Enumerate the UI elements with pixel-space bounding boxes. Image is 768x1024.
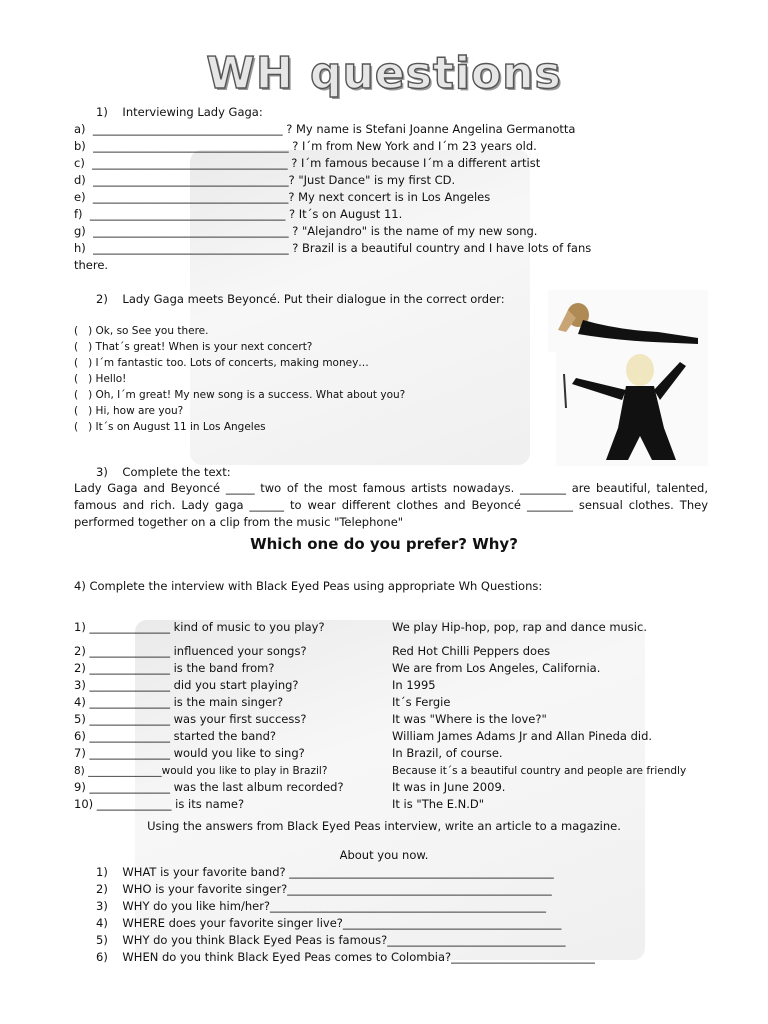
table-row (74, 745, 503, 761)
list-item: ( ) Oh, I´m great! My new song is a success. What about you? (74, 389, 406, 401)
answer-cell: Because it´s a beautiful country and people are friendly (392, 765, 687, 777)
question-cell: 1) ______________ kind of music to you play? (74, 620, 325, 634)
section5-heading: About you now. (339, 848, 429, 862)
lady-gaga-figure-icon (556, 348, 708, 466)
answer-cell: In Brazil, of course. (392, 746, 503, 760)
question-cell: 5) ______________ was your first success? (74, 712, 307, 726)
answer-cell: William James Adams Jr and Allan Pineda did. (392, 729, 653, 743)
question-cell: 4) ______________ is the main singer? (74, 695, 284, 709)
question-cell: 9) ______________ was the last album recorded? (74, 780, 344, 794)
list-item: 3) WHY do you like him/her?________________________________________________ (96, 899, 547, 913)
list-item: f) __________________________________ ? It´s on August 11. (74, 207, 403, 221)
list-item: 6) WHEN do you think Black Eyed Peas comes to Colombia?_________________________ (96, 950, 595, 964)
section2-heading: 2) Lady Gaga meets Beyoncé. Put their dialogue in the correct order: (96, 292, 505, 306)
list-item: a) _________________________________ ? My name is Stefani Joanne Angelina Germanotta (74, 122, 576, 136)
list-item: ( ) Hi, how are you? (74, 405, 184, 417)
list-item: h) __________________________________ ? Brazil is a beautiful country and I have lots of fans (74, 241, 592, 255)
section3-paragraph: Lady Gaga and Beyoncé _____ two of the most famous artists nowadays. ________ are beautiful, talented, famous and rich. Lady gaga ______ to wear different clothes and Beyoncé ________ sensual clothes. They performed together on a clip from the music "Telephone" (74, 481, 708, 529)
question-cell: 2) ______________ is the band from? (74, 661, 275, 675)
table-row (74, 711, 547, 727)
list-item: g) __________________________________ ? "Alejandro" is the name of my new song. (74, 224, 538, 238)
question-cell: 8) ______________would you like to play in Brazil? (74, 765, 328, 777)
list-item: 4) WHERE does your favorite singer live?______________________________________ (96, 916, 562, 930)
list-item: 5) WHY do you think Black Eyed Peas is famous?_______________________________ (96, 933, 566, 947)
list-item: ( ) It´s on August 11 in Los Angeles (74, 421, 266, 433)
list-item: c) __________________________________ ? I´m famous because I´m a different artist (74, 156, 541, 170)
section4-heading: 4) Complete the interview with Black Eyed Peas using appropriate Wh Questions: (74, 579, 543, 593)
answer-cell: We play Hip-hop, pop, rap and dance music. (392, 620, 647, 634)
list-item: e) __________________________________? My next concert is in Los Angeles (74, 190, 491, 204)
answer-cell: We are from Los Angeles, California. (392, 661, 601, 675)
list-item: d) __________________________________? "Just Dance" is my first CD. (74, 173, 456, 187)
answer-cell: It was "Where is the love?" (392, 712, 547, 726)
question-cell: 7) ______________ would you like to sing? (74, 746, 305, 760)
table-row (74, 779, 506, 795)
answer-cell: Red Hot Chilli Peppers does (392, 644, 551, 658)
table-row (74, 619, 647, 635)
list-item: 1) WHAT is your favorite band? ______________________________________________ (96, 865, 554, 879)
question-cell: 2) ______________ influenced your songs? (74, 644, 307, 658)
table-row (74, 762, 687, 779)
list-item: ( ) That´s great! When is your next concert? (74, 341, 313, 353)
section3-heading: 3) Complete the text: (96, 465, 231, 479)
list-item-continuation: there. (74, 258, 109, 272)
table-row (74, 694, 451, 710)
question-cell: 10) _____________ is its name? (74, 797, 245, 811)
section4-instruction: Using the answers from Black Eyed Peas interview, write an article to a magazine. (147, 819, 621, 833)
section1-heading: 1) Interviewing Lady Gaga: (96, 105, 263, 119)
table-row (74, 796, 485, 812)
answer-cell: It´s Fergie (392, 695, 451, 709)
table-row (74, 660, 601, 676)
photo-beyonce (548, 290, 708, 352)
answer-cell: It was in June 2009. (392, 780, 506, 794)
list-item: ( ) I´m fantastic too. Lots of concerts, making money… (74, 357, 369, 369)
table-row (74, 677, 436, 693)
photo-lady-gaga (556, 348, 708, 466)
list-item: ( ) Ok, so See you there. (74, 325, 209, 337)
list-item: ( ) Hello! (74, 373, 127, 385)
list-item: 2) WHO is your favorite singer?______________________________________________ (96, 882, 552, 896)
question-cell: 3) ______________ did you start playing? (74, 678, 299, 692)
question-headline: Which one do you prefer? Why? (250, 535, 518, 553)
question-cell: 6) ______________ started the band? (74, 729, 276, 743)
beyonce-figure-icon (548, 290, 708, 352)
page-title: WH questions (206, 48, 562, 99)
table-row (74, 643, 551, 659)
list-item: b) __________________________________ ? I´m from New York and I´m 23 years old. (74, 139, 537, 153)
table-row (74, 728, 653, 744)
answer-cell: It is "The E.N.D" (392, 797, 485, 811)
answer-cell: In 1995 (392, 678, 436, 692)
